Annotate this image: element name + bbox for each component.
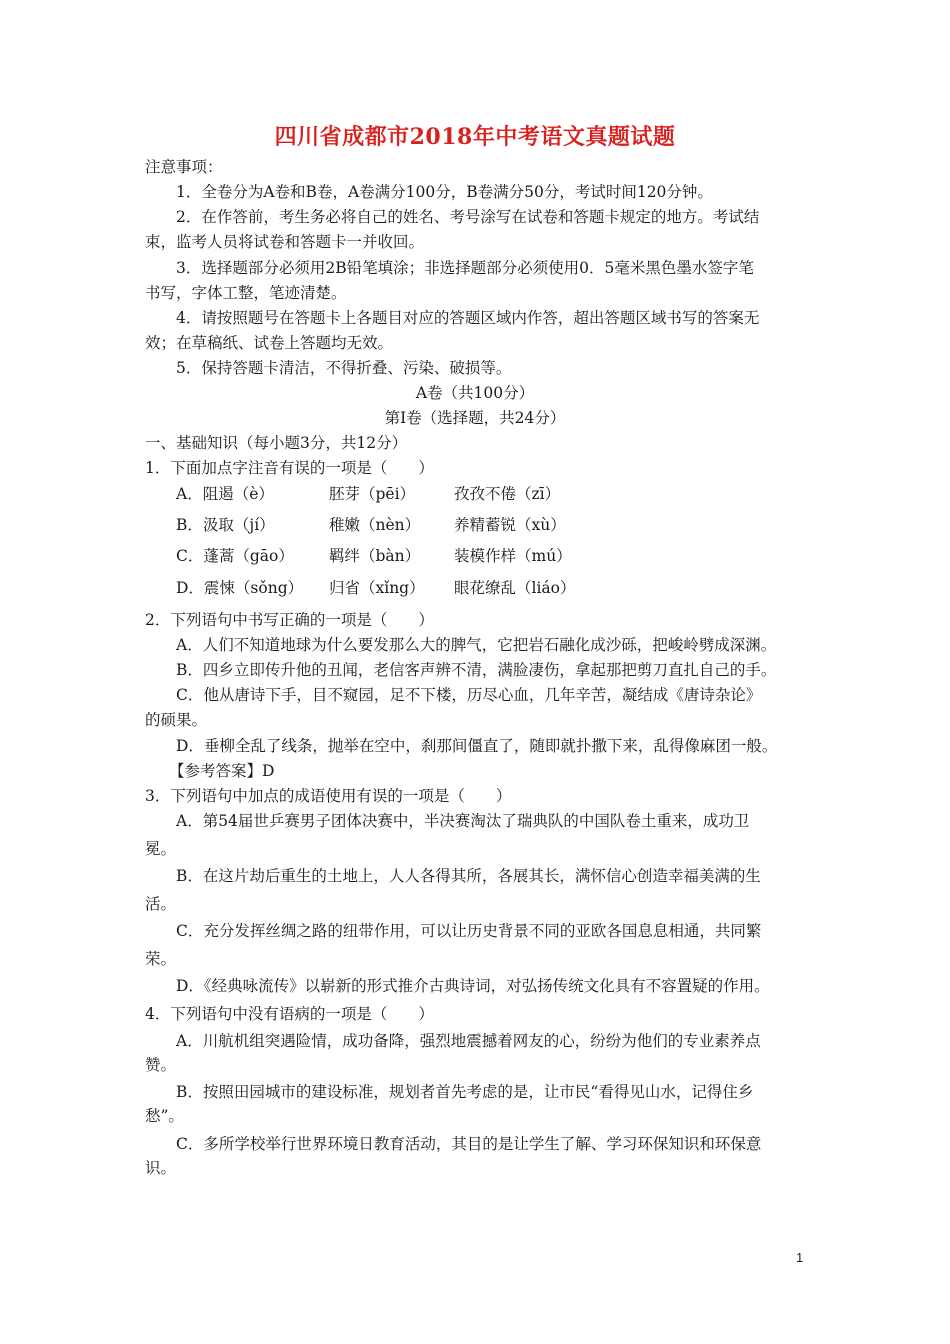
- question-2-stem: 2．下列语句中书写正确的一项是（ ）: [145, 611, 434, 629]
- basic-heading: 一、基础知识（每小题3分，共12分）: [145, 434, 408, 452]
- notice-line: 效；在草稿纸、试卷上答题均无效。: [145, 334, 394, 352]
- page-number: 1: [796, 1250, 804, 1265]
- option-a-1: A．阻遏（è）: [176, 485, 274, 503]
- question-4-stem: 4．下列语句中没有语病的一项是（ ）: [145, 1005, 434, 1023]
- part-one-heading: 第Ⅰ卷（选择题，共24分）: [384, 409, 566, 427]
- option-b-1: B．汲取（jí）: [176, 516, 275, 534]
- notice-line: 3．选择题部分必须用2B铅笔填涂；非选择题部分必须使用0．5毫米黑色墨水签字笔: [176, 259, 754, 277]
- question-3-line: A．第54届世乒赛男子团体决赛中，半决赛淘汰了瑞典队的中国队卷土重来，成功卫: [176, 812, 750, 830]
- notice-line: 5．保持答题卡清洁，不得折叠、污染、破损等。: [176, 359, 512, 377]
- notice-line: 1．全卷分为A卷和B卷，A卷满分100分，B卷满分50分，考试时间120分钟。: [176, 183, 713, 201]
- question-3-line: 活。: [145, 895, 177, 913]
- notice-line: 束，监考人员将试卷和答题卡一并收回。: [145, 233, 425, 251]
- notice-line: 书写，字体工整，笔迹清楚。: [145, 284, 347, 302]
- notice-line: 2．在作答前，考生务必将自己的姓名、考号涂写在试卷和答题卡规定的地方。考试结: [176, 208, 760, 226]
- notice-heading: 注意事项：: [145, 158, 223, 176]
- question-3-line: C．充分发挥丝绸之路的纽带作用，可以让历史背景不同的亚欧各国息息相通，共同繁: [176, 922, 762, 940]
- section-a-heading: A卷（共100分）: [415, 384, 535, 402]
- option-c-1: C．蓬蒿（gāo）: [176, 547, 294, 565]
- question-4-line: 识。: [145, 1159, 177, 1177]
- notice-line: 4．请按照题号在答题卡上各题目对应的答题区域内作答，超出答题区域书写的答案无: [176, 309, 760, 327]
- option-d-2: 归省（xǐng）: [329, 579, 425, 597]
- question-2-line: A．人们不知道地球为什么要发那么大的脾气，它把岩石融化成沙砾，把峻岭劈成深渊。: [176, 636, 777, 654]
- question-4-line: 赞。: [145, 1056, 177, 1074]
- question-1-stem: 1．下面加点字注音有误的一项是（ ）: [145, 459, 434, 477]
- question-4-line: 愁”。: [145, 1107, 184, 1125]
- question-4-line: A．川航机组突遇险情，成功备降，强烈地震撼着网友的心，纷纷为他们的专业素养点: [176, 1032, 761, 1050]
- page-title: 四川省成都市2018年中考语文真题试题: [274, 124, 676, 150]
- option-d-3: 眼花缭乱（liáo）: [454, 579, 576, 597]
- option-a-3: 孜孜不倦（zī）: [454, 485, 561, 503]
- question-3-stem: 3．下列语句中加点的成语使用有误的一项是（ ）: [145, 787, 512, 805]
- option-d-1: D．震悚（sǒng）: [176, 579, 304, 597]
- question-3-line: D．《经典咏流传》以崭新的形式推介古典诗词，对弘扬传统文化具有不容置疑的作用。: [176, 977, 770, 995]
- question-3-line: 荣。: [145, 950, 177, 968]
- option-a-2: 胚芽（pēi）: [329, 485, 416, 503]
- question-4-line: B．按照田园城市的建设标准，规划者首先考虑的是，让市民“看得见山水，记得住乡: [176, 1083, 754, 1101]
- question-4-line: C．多所学校举行世界环境日教育活动，其目的是让学生了解、学习环保知识和环保意: [176, 1135, 762, 1153]
- question-2-answer: 【参考答案】D: [169, 762, 275, 780]
- question-2-line: B．四乡立即传升他的丑闻，老信客声辨不清，满脸凄伤，拿起那把剪刀直扎自己的手。: [176, 661, 777, 679]
- question-3-line: 冕。: [145, 840, 177, 858]
- option-c-2: 羁绊（bàn）: [329, 547, 421, 565]
- question-2-line: C．他从唐诗下手，目不窥园，足不下楼，历尽心血，几年辛苦，凝结成《唐诗杂论》: [176, 686, 762, 704]
- option-b-3: 养精蓄锐（xù）: [454, 516, 566, 534]
- option-b-2: 稚嫩（nèn）: [329, 516, 421, 534]
- question-3-line: B．在这片劫后重生的土地上，人人各得其所，各展其长，满怀信心创造幸福美满的生: [176, 867, 761, 885]
- question-2-line: 的硕果。: [145, 711, 208, 729]
- question-2-line: D．垂柳全乱了线条，抛举在空中，刹那间僵直了，随即就扑撒下来，乱得像麻团一般。: [176, 737, 778, 755]
- option-c-3: 装模作样（mú）: [454, 547, 572, 565]
